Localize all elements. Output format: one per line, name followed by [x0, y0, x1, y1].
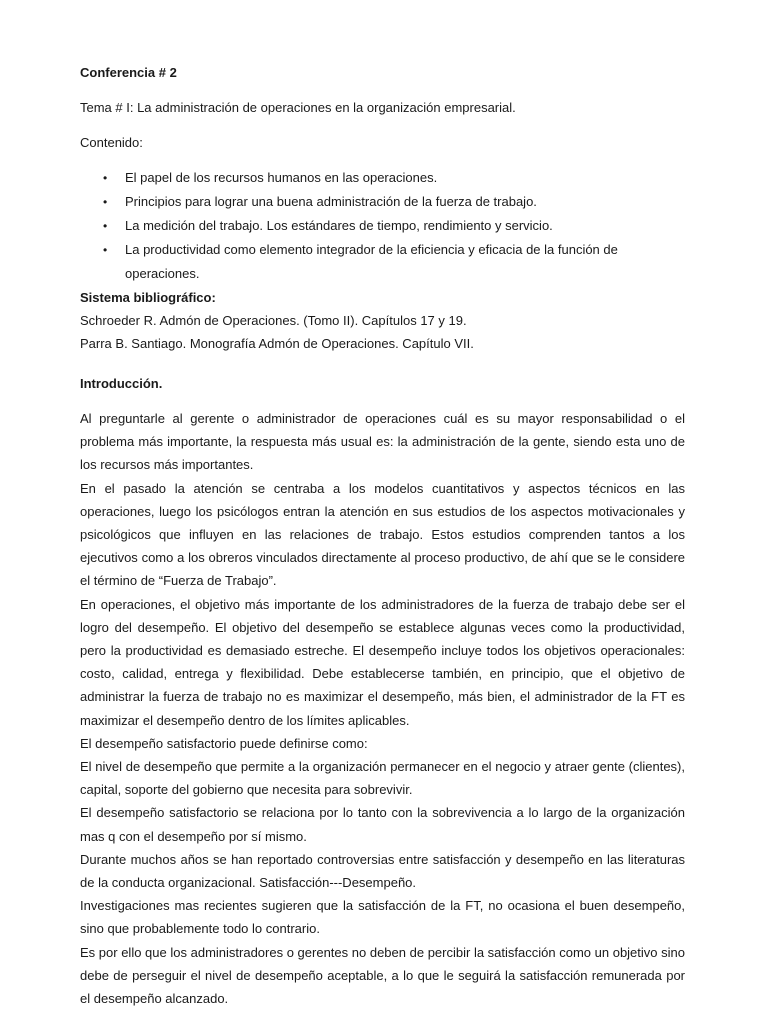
content-label: Contenido:	[80, 135, 143, 150]
list-item: • Principios para lograr una buena administración de la fuerza de trabajo.	[80, 190, 685, 214]
intro-paragraph: Al preguntarle al gerente o administrador de operaciones cuál es su mayor responsabilidad o el problema más importante, la respuesta más usual es: la administración de la gente, siendo esta uno de los recursos más importantes.	[80, 411, 685, 473]
list-item: • El papel de los recursos humanos en las operaciones.	[80, 166, 685, 190]
bullet-icon: •	[103, 219, 108, 233]
intro-paragraph: En el pasado la atención se centraba a los modelos cuantitativos y aspectos técnicos en las operaciones, luego los psicólogos entran la atención en sus estudios de los aspectos motivacionales y psicológicos que influyen en las relaciones de trabajo. Estos estudios comprenden tantos a los ejecutivos como a los obreros vinculados directamente al proceso productivo, de ahí que se le considere el término de “Fuerza de Trabajo”.	[80, 480, 685, 589]
bibliography-ref: Parra B. Santiago. Monografía Admón de Operaciones. Capítulo VII.	[80, 336, 474, 351]
list-item: • La productividad como elemento integrador de la eficiencia y eficacia de la función de operaciones.	[80, 238, 685, 286]
bullet-icon: •	[103, 195, 108, 209]
document-body	[80, 61, 685, 1010]
intro-paragraph: Es por ello que los administradores o gerentes no deben de percibir la satisfacción como un objetivo sino debe de perseguir el nivel de desempeño aceptable, a lo que le seguirá la satisfacción remunerada por el desempeño alcanzado.	[80, 944, 685, 1007]
list-item: • La medición del trabajo. Los estándares de tiempo, rendimiento y servicio.	[80, 214, 685, 238]
intro-heading: Introducción.	[80, 376, 163, 391]
lecture-title: Conferencia # 2	[80, 65, 177, 80]
content-list	[80, 166, 685, 286]
intro-paragraph: El nivel de desempeño que permite a la organización permanecer en el negocio y atraer gente (clientes), capital, soporte del gobierno que necesita para sobrevivir.	[80, 759, 685, 798]
bullet-icon: •	[103, 243, 108, 257]
bibliography-heading: Sistema bibliográfico:	[80, 290, 216, 305]
intro-paragraph: Investigaciones mas recientes sugieren que la satisfacción de la FT, no ocasiona el buen desempeño, sino que probablemente todo lo contrario.	[80, 898, 685, 937]
bibliography-ref: Schroeder R. Admón de Operaciones. (Tomo II). Capítulos 17 y 19.	[80, 313, 467, 328]
intro-paragraph: El desempeño satisfactorio puede definirse como:	[80, 735, 368, 751]
intro-paragraph: Durante muchos años se han reportado controversias entre satisfacción y desempeño en las literaturas de la conducta organizacional. Satisfacción---Desempeño.	[80, 851, 685, 891]
lecture-theme: Tema # I: La administración de operaciones en la organización empresarial.	[80, 100, 516, 115]
intro-paragraph: El desempeño satisfactorio se relaciona por lo tanto con la sobrevivencia a lo largo de la organización mas q con el desempeño por sí mismo.	[80, 805, 685, 844]
intro-paragraph: En operaciones, el objetivo más importante de los administradores de la fuerza de trabajo debe ser el logro del desempeño. El objetivo del desempeño se establece algunas veces como la productividad, pero la productividad es demasiado estreche. El desempeño incluye todos los objetivos operacionales: costo, calidad, entrega y flexibilidad. Debe establecerse también, en principio, que el objetivo de administrar la fuerza de trabajo no es maximizar el desempeño, más bien, el administrador de la FT es maximizar el desempeño dentro de los límites aplicables.	[80, 596, 685, 728]
bullet-icon: •	[103, 171, 108, 185]
